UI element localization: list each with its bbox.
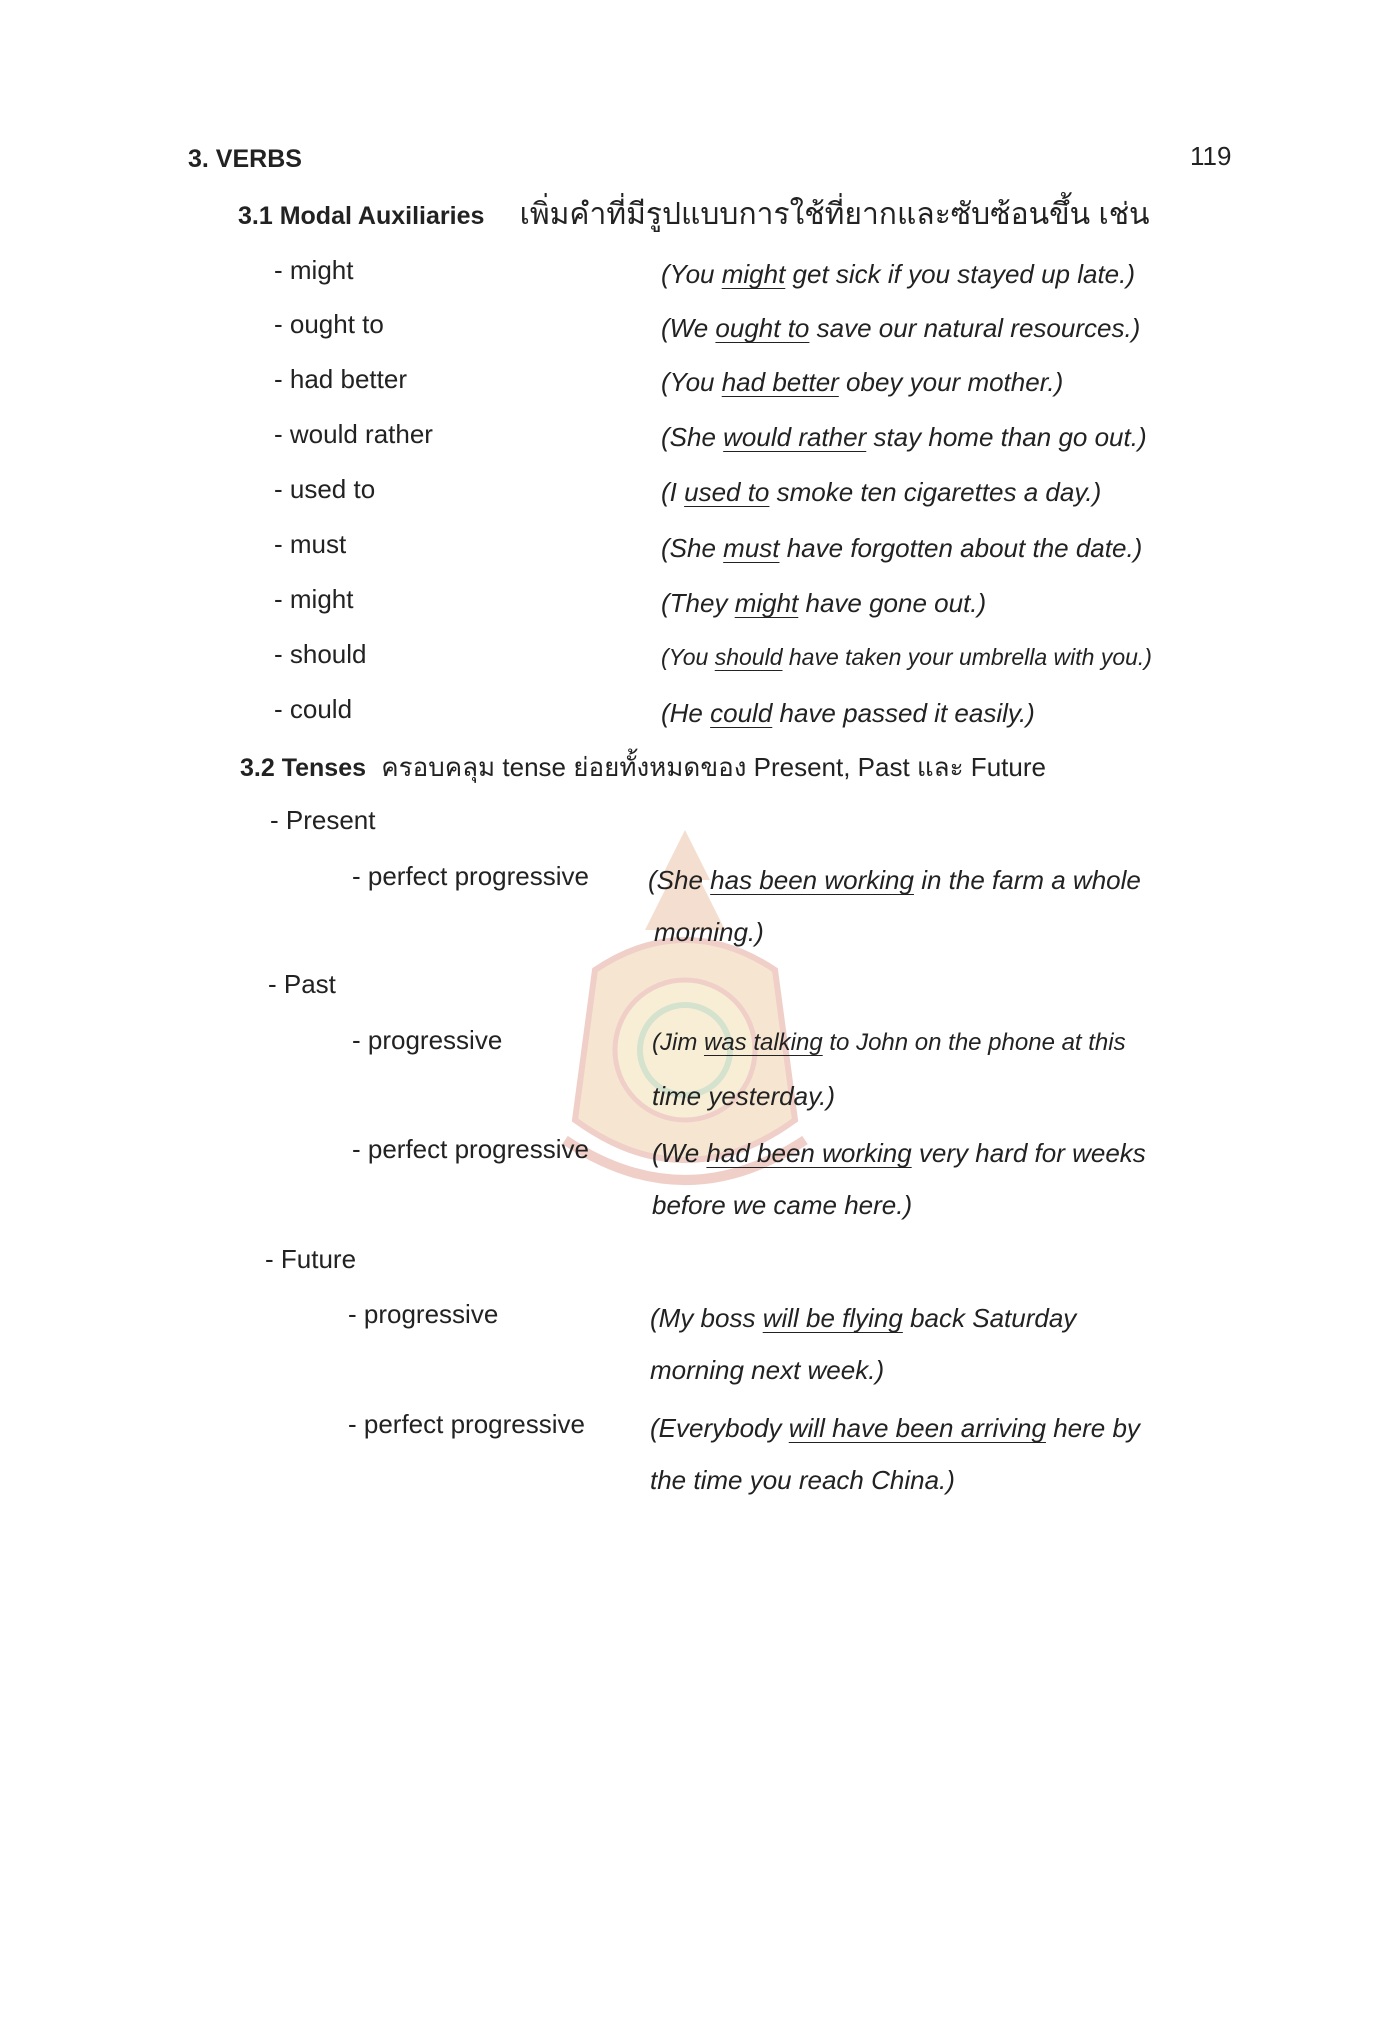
tense-form-label: - perfect progressive <box>352 1134 589 1164</box>
tense-example-continued: morning next week.) <box>650 1355 885 1385</box>
modal-example: (You might get sick if you stayed up late.) <box>661 259 1136 289</box>
tense-example-continued: before we came here.) <box>652 1190 913 1220</box>
tense-example: (My boss will be flying back Saturday <box>650 1303 1077 1333</box>
modal-example: (She would rather stay home than go out.) <box>661 422 1147 452</box>
tense-example: (We had been working very hard for weeks <box>652 1138 1146 1168</box>
tenses-intro: ครอบคลุม tense ย่อยทั้งหมดของ Present, Past และ Future <box>381 752 1046 782</box>
modal-term: - might <box>274 255 354 285</box>
modals-intro: เพิ่มคำที่มีรูปแบบการใช้ที่ยากและซับซ้อนขึ้น เช่น <box>519 198 1150 231</box>
tense-form-label: - perfect progressive <box>348 1409 585 1439</box>
modal-term: - used to <box>274 474 376 504</box>
page-number: 119 <box>1190 141 1232 171</box>
modal-term: - ought to <box>274 309 384 339</box>
tense-example-continued: morning.) <box>654 917 764 947</box>
tense-example: (Everybody will have been arriving here by <box>650 1413 1140 1443</box>
section-heading: 3. VERBS <box>188 145 302 173</box>
modals-heading: 3.1 Modal Auxiliaries <box>238 202 485 230</box>
modal-term: - might <box>274 584 354 614</box>
modal-example: (You should have taken your umbrella with you.) <box>661 644 1152 670</box>
modal-term: - would rather <box>274 419 433 449</box>
modal-example: (You had better obey your mother.) <box>661 367 1064 397</box>
modal-example: (He could have passed it easily.) <box>661 698 1035 728</box>
tense-example: (Jim was talking to John on the phone at this <box>652 1029 1126 1056</box>
tense-group-present: - Present <box>270 805 376 835</box>
modals-subheading <box>238 200 1150 230</box>
tense-group-past: - Past <box>268 969 336 999</box>
tense-group-future: - Future <box>265 1244 357 1274</box>
tense-form-label: - progressive <box>348 1299 499 1329</box>
tense-form-label: - perfect progressive <box>352 861 589 891</box>
modal-term: - could <box>274 694 353 724</box>
tense-form-label: - progressive <box>352 1025 503 1055</box>
modal-term: - should <box>274 639 367 669</box>
modal-term: - must <box>274 529 347 559</box>
tenses-subheading <box>240 754 1046 781</box>
modal-example: (She must have forgotten about the date.) <box>661 533 1143 563</box>
modal-example: (I used to smoke ten cigarettes a day.) <box>661 477 1102 507</box>
modal-example: (They might have gone out.) <box>661 588 987 618</box>
modal-example: (We ought to save our natural resources.) <box>661 313 1141 343</box>
tenses-heading: 3.2 Tenses <box>240 754 367 782</box>
tense-example-continued: the time you reach China.) <box>650 1465 955 1495</box>
tense-example: (She has been working in the farm a whole <box>648 865 1141 895</box>
tense-example-continued: time yesterday.) <box>652 1081 836 1111</box>
modal-term: - had better <box>274 364 407 394</box>
